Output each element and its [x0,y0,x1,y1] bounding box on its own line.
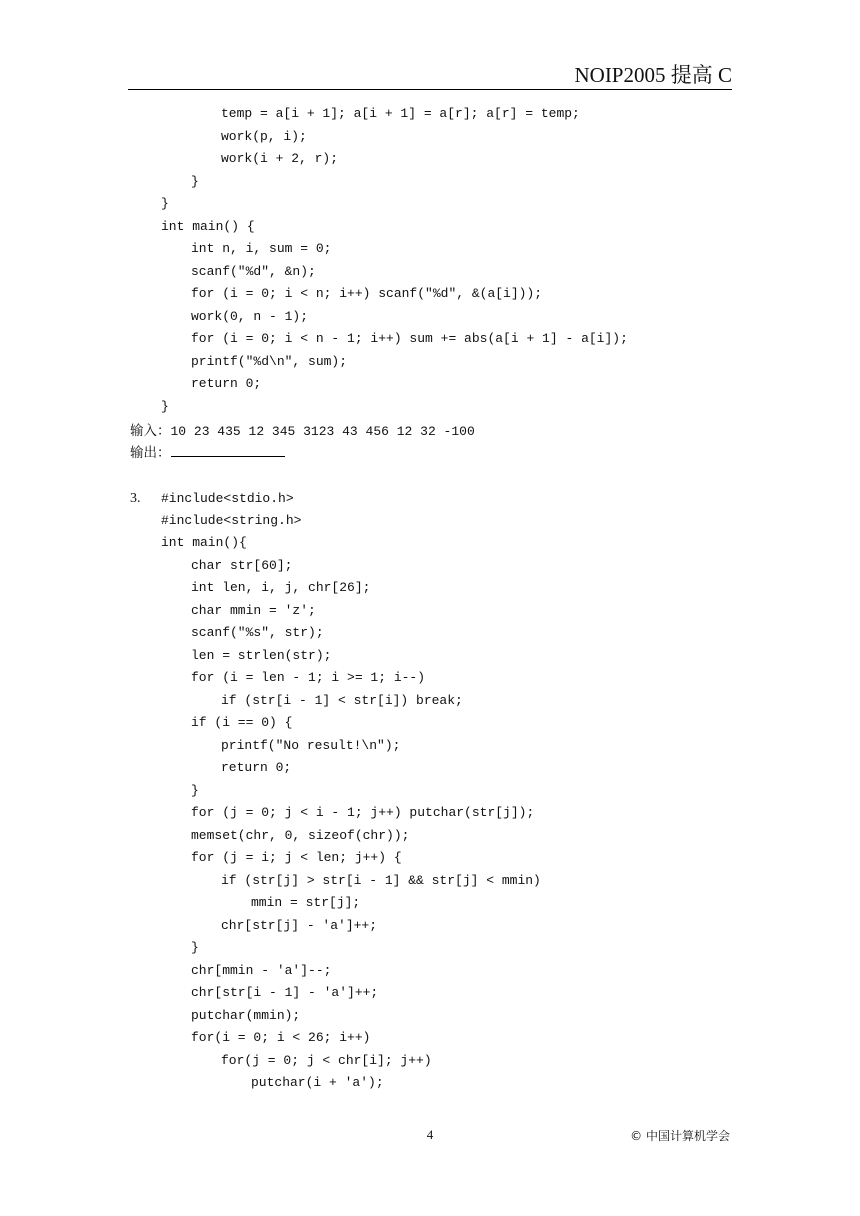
code-line: return 0; [221,760,292,775]
code-line: if (str[j] > str[i - 1] && str[j] < mmin) [221,873,541,888]
code-line: printf("No result!\n"); [221,738,401,753]
header-divider [128,89,732,90]
code-line: #include<stdio.h> [161,491,294,506]
code-line: int len, i, j, chr[26]; [191,580,371,595]
code-line: chr[mmin - 'a']--; [191,963,332,978]
output-label: 输出： [130,445,171,461]
code-line: if (i == 0) { [191,715,293,730]
code-line: chr[str[j] - 'a']++; [221,918,378,933]
input-line [130,420,475,443]
code-line: putchar(mmin); [191,1008,301,1023]
code-line: for (j = i; j < len; j++) { [191,850,402,865]
code-line: return 0; [191,376,262,391]
page-header-title: NOIP2005 提高 C [574,63,732,87]
output-answer-blank[interactable] [171,443,285,457]
input-value: 10 23 435 12 345 3123 43 456 12 32 -100 [170,424,475,439]
code-line: work(i + 2, r); [221,151,339,166]
code-line: } [191,940,199,955]
code-line: } [161,399,169,414]
code-line: for (i = len - 1; i >= 1; i--) [191,670,426,685]
page-number: 4 [426,1127,434,1142]
code-line: printf("%d\n", sum); [191,354,348,369]
code-line: chr[str[i - 1] - 'a']++; [191,985,379,1000]
code-line: work(p, i); [221,129,307,144]
code-line: char str[60]; [191,558,293,573]
code-line: len = strlen(str); [191,648,332,663]
code-line: putchar(i + 'a'); [251,1075,384,1090]
code-line: for (j = 0; j < i - 1; j++) putchar(str[j]); [191,805,535,820]
code-line: char mmin = 'z'; [191,603,316,618]
code-line: } [191,174,199,189]
code-line: int main() { [161,219,255,234]
code-line: #include<string.h> [161,513,302,528]
input-label: 输入： [130,423,171,439]
code-line: } [161,196,169,211]
copyright-notice: © 中国计算机学会 [630,1129,730,1143]
code-line: temp = a[i + 1]; a[i + 1] = a[r]; a[r] = temp; [221,106,580,121]
output-line [130,442,285,465]
code-line: for(j = 0; j < chr[i]; j++) [221,1053,432,1068]
code-line: } [191,783,199,798]
code-line: memset(chr, 0, sizeof(chr)); [191,828,410,843]
code-line: int main(){ [161,535,247,550]
code-line: for(i = 0; i < 26; i++) [191,1030,371,1045]
code-line: for (i = 0; i < n - 1; i++) sum += abs(a[i + 1] - a[i]); [191,331,628,346]
problem-number: 3. [130,491,141,506]
code-line: work(0, n - 1); [191,309,309,324]
code-line: for (i = 0; i < n; i++) scanf("%d", &(a[i])); [191,286,543,301]
code-line: if (str[i - 1] < str[i]) break; [221,693,463,708]
code-line: mmin = str[j]; [251,895,361,910]
code-line: int n, i, sum = 0; [191,241,332,256]
code-line: scanf("%d", &n); [191,264,316,279]
code-line: scanf("%s", str); [191,625,324,640]
